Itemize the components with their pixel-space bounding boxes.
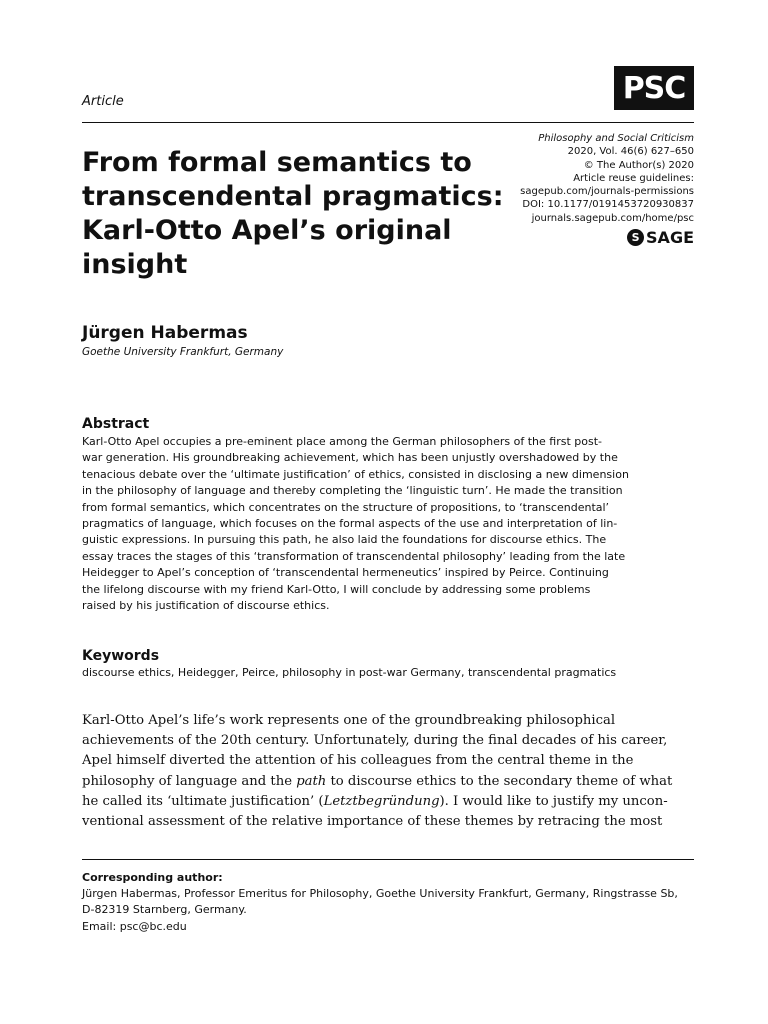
body-line xyxy=(82,792,694,812)
body-line xyxy=(82,772,694,792)
corresponding-author-heading: Corresponding author: xyxy=(82,871,223,884)
abstract-line: guistic expressions. In pursuing this path, he also laid the foundations for discourse ethics. The xyxy=(82,533,607,547)
title-line: transcendental pragmatics: xyxy=(82,181,504,212)
body-paragraph xyxy=(82,711,694,832)
journal-volume: 2020, Vol. 46(6) 627–650 xyxy=(567,146,694,158)
title-line: Karl-Otto Apel’s original xyxy=(82,215,452,246)
abstract-line: tenacious debate over the ‘ultimate justification’ of ethics, consisted in disclosing a new dimension xyxy=(82,467,629,481)
abstract-line: war generation. His groundbreaking achievement, which has been unjustly overshadowed by the xyxy=(82,451,618,465)
keywords-list: discourse ethics, Heidegger, Peirce, philosophy in post-war Germany, transcendental pragmatics xyxy=(82,666,617,679)
abstract-line: in the philosophy of language and thereby completing the ‘linguistic turn’. He made the transition xyxy=(82,484,623,498)
header-divider xyxy=(82,122,694,123)
body-line: achievements of the 20th century. Unfortunately, during the final decades of his career, xyxy=(82,733,668,749)
corresponding-line: D-82319 Starnberg, Germany. xyxy=(82,903,247,917)
corresponding-line: Jürgen Habermas, Professor Emeritus for Philosophy, Goethe University Frankfurt, Germany, Ringstrasse Sb, xyxy=(82,887,678,900)
abstract-line: Heidegger to Apel’s conception of ‘transcendental hermeneutics’ inspired by Peirce. Continuing xyxy=(82,566,609,580)
title-line: From formal semantics to xyxy=(82,147,472,178)
abstract-line: pragmatics of language, which focuses on the formal aspects of the use and interpretation of lin- xyxy=(82,517,618,531)
body-emphasis: path xyxy=(296,773,327,789)
corresponding-email[interactable]: Email: psc@bc.edu xyxy=(82,919,187,933)
journal-info xyxy=(520,132,694,225)
title-line: insight xyxy=(82,249,188,280)
body-line: ventional assessment of the relative importance of these themes by retracing the most xyxy=(82,814,663,830)
body-emphasis: Letztbegründung xyxy=(323,793,440,809)
psc-logo: PSC xyxy=(614,66,694,110)
abstract-line: essay traces the stages of this ‘transformation of transcendental philosophy’ leading from the late xyxy=(82,549,626,563)
body-line: Apel himself diverted the attention of his colleagues from the central theme in the xyxy=(82,753,634,769)
article-title xyxy=(82,146,502,282)
footnote-divider xyxy=(82,859,694,860)
author-name: Jürgen Habermas xyxy=(82,323,248,343)
sage-logo xyxy=(627,228,694,247)
body-text-run: ). I would like to justify my uncon- xyxy=(439,793,668,809)
sage-logo-text: SAGE xyxy=(646,228,694,247)
abstract-line: raised by his justification of discourse ethics. xyxy=(82,599,330,613)
body-text-run: to discourse ethics to the secondary theme of what xyxy=(326,773,673,789)
abstract-line: the lifelong discourse with my friend Karl-Otto, I will conclude by addressing some problems xyxy=(82,582,591,596)
body-line: Karl-Otto Apel’s life’s work represents one of the groundbreaking philosophical xyxy=(82,713,616,728)
journal-name: Philosophy and Social Criticism xyxy=(538,133,694,144)
copyright-notice: © The Author(s) 2020 xyxy=(583,159,694,171)
keywords-heading: Keywords xyxy=(82,648,160,664)
abstract-heading: Abstract xyxy=(82,416,150,432)
sage-emblem-icon: S xyxy=(627,229,644,246)
article-type-label: Article xyxy=(82,94,124,109)
journal-homepage-link[interactable]: journals.sagepub.com/home/psc xyxy=(531,212,694,224)
author-affiliation: Goethe University Frankfurt, Germany xyxy=(82,346,284,358)
permissions-link[interactable]: sagepub.com/journals-permissions xyxy=(520,186,694,198)
corresponding-author-details xyxy=(82,886,678,935)
abstract-text xyxy=(82,434,694,614)
doi-link[interactable]: DOI: 10.1177/0191453720930837 xyxy=(522,199,694,211)
abstract-line: Karl-Otto Apel occupies a pre-eminent place among the German philosophers of the first post- xyxy=(82,435,602,448)
body-text-run: he called its ‘ultimate justification’ ( xyxy=(82,793,324,809)
abstract-line: from formal semantics, which concentrates on the structure of propositions, to ‘transcendental’ xyxy=(82,500,610,514)
reuse-guidelines: Article reuse guidelines: xyxy=(573,172,694,184)
body-text-run: philosophy of language and the xyxy=(82,773,297,789)
